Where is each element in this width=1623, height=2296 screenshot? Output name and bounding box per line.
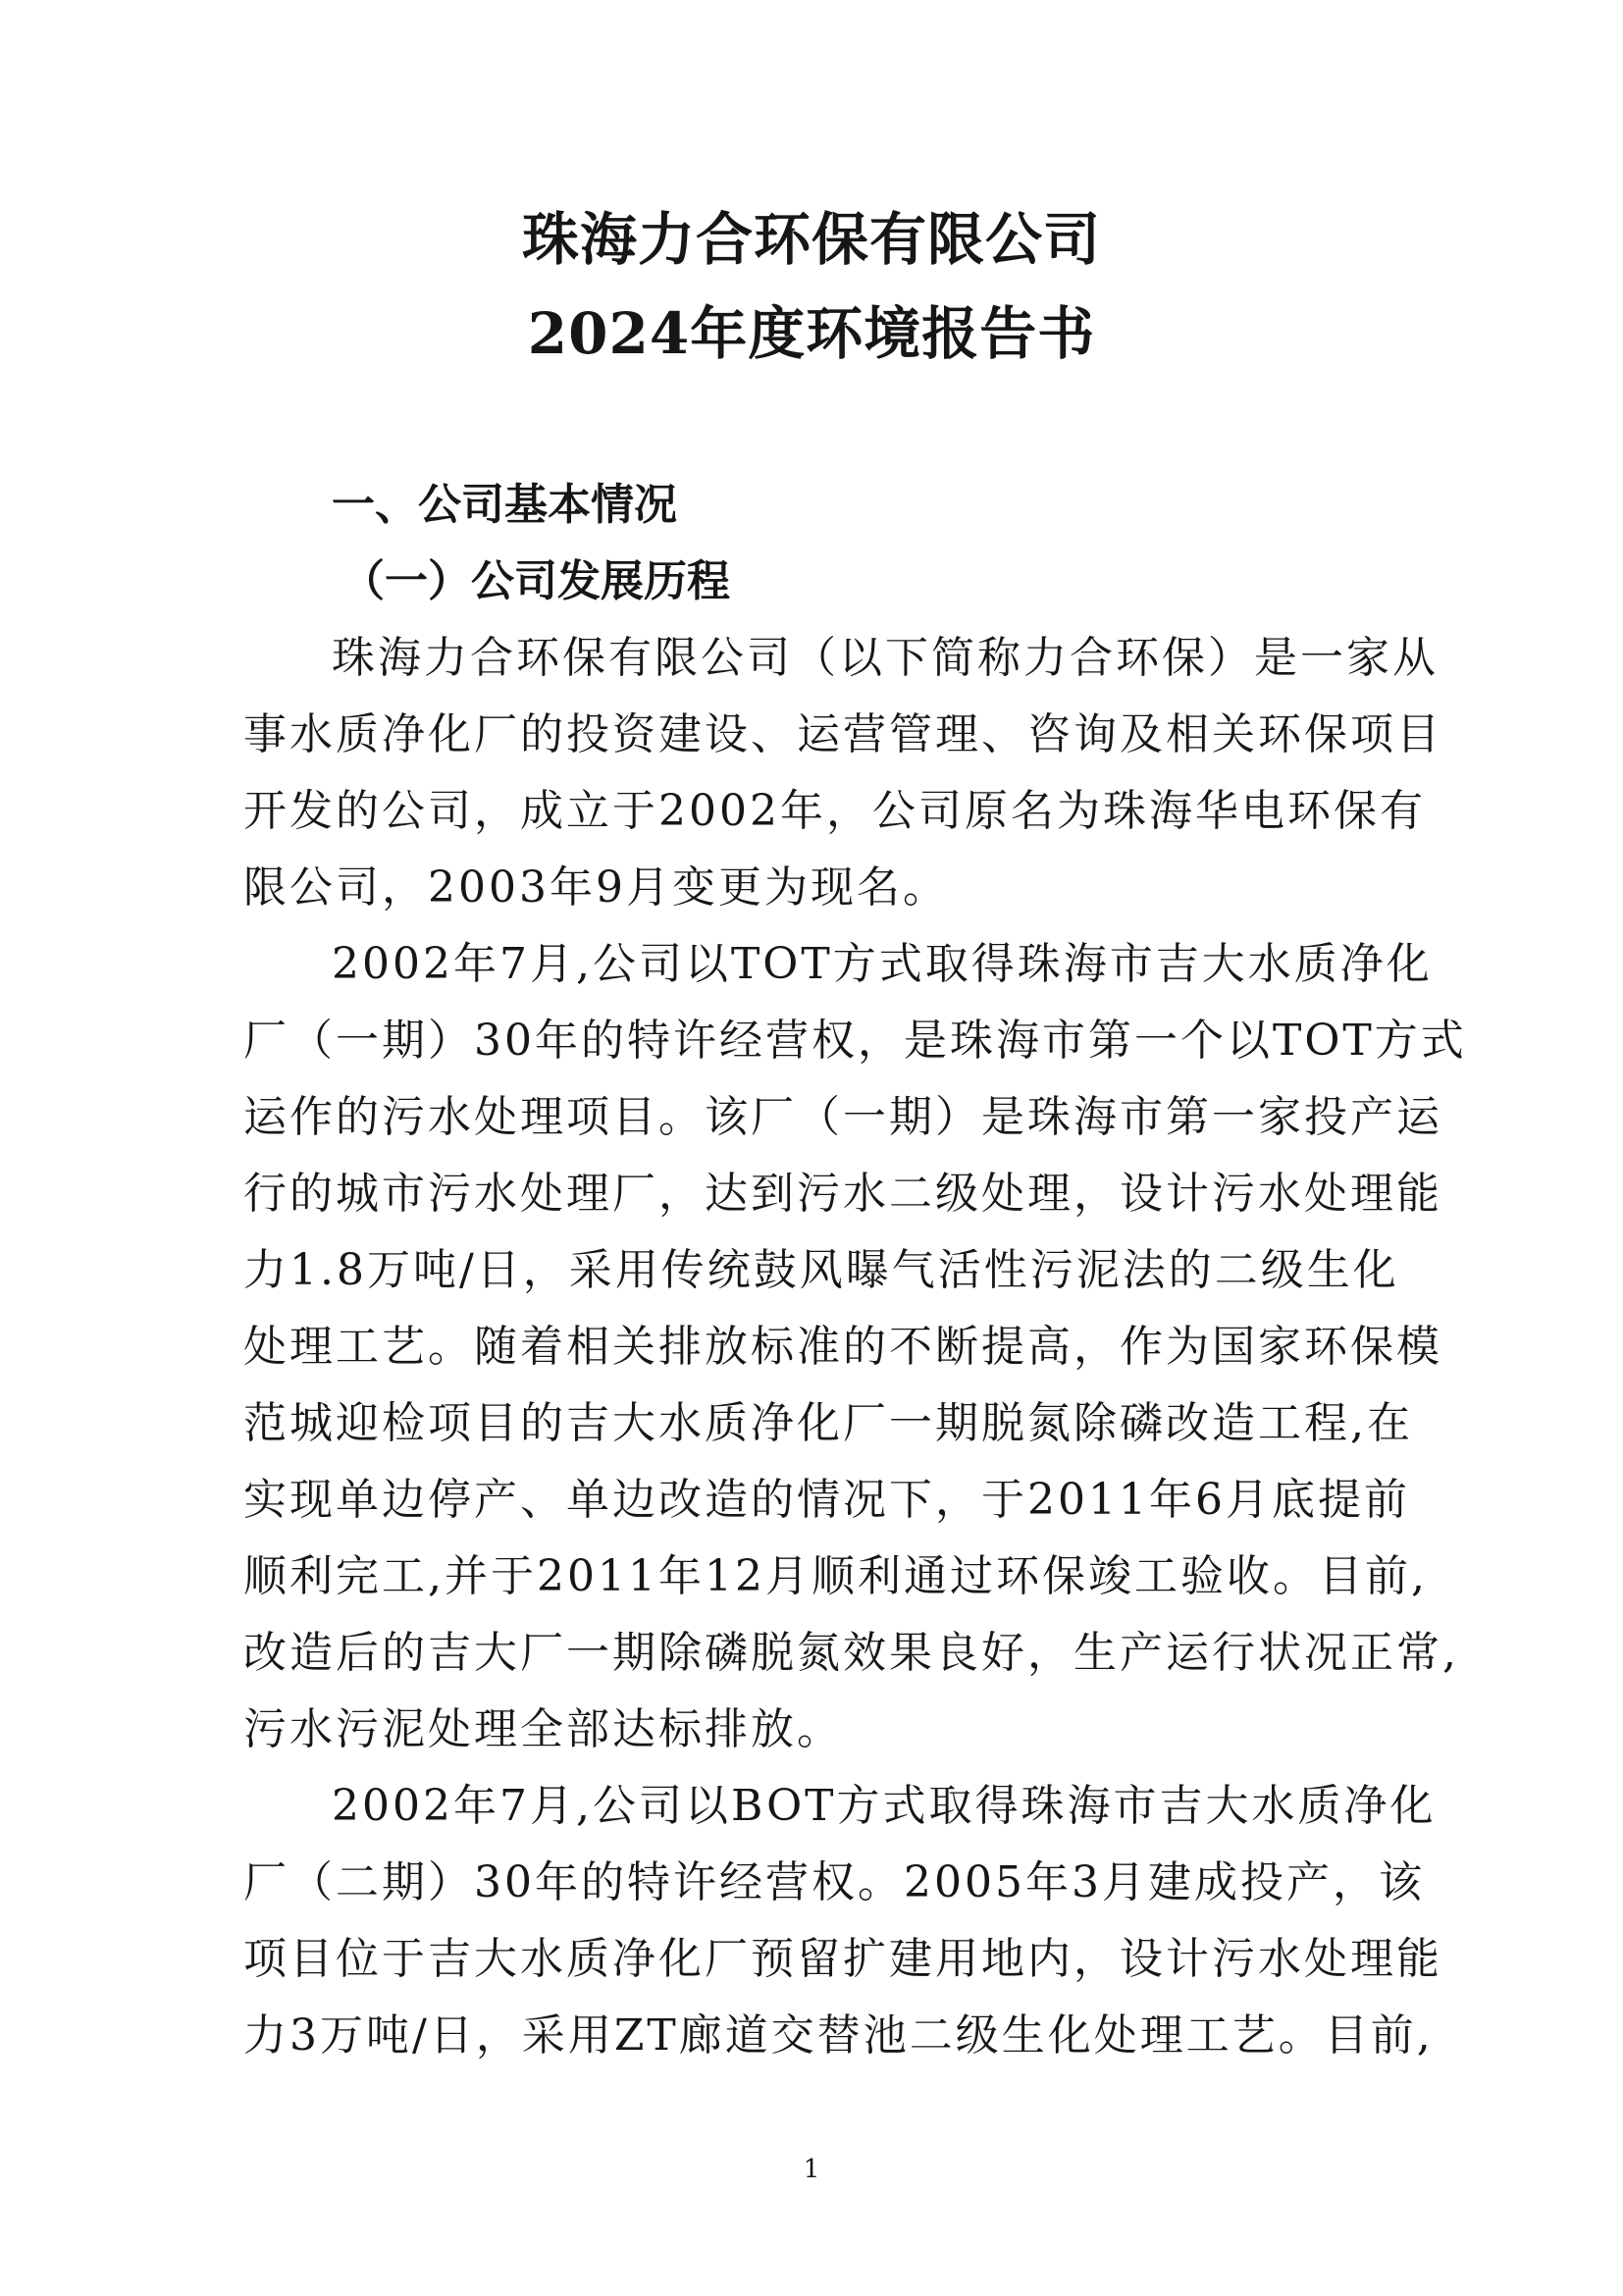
- text-line: 实现单边停产、单边改造的情况下，于2011年6月底提前: [243, 1475, 1410, 1525]
- paragraph-1: [243, 620, 1442, 926]
- text-line: 事水质净化厂的投资建设、运营管理、咨询及相关环保项目: [243, 709, 1442, 759]
- text-line: 处理工艺。随着相关排放标准的不断提高，作为国家环保模: [243, 1322, 1442, 1372]
- text-line: 改造后的吉大厂一期除磷脱氮效果良好，生产运行状况正常,: [243, 1628, 1459, 1678]
- title-line-report: 2024年度环境报告书: [527, 300, 1096, 367]
- text-line: 2002年7月,公司以BOT方式取得珠海市吉大水质净化: [332, 1781, 1437, 1831]
- text-line: 项目位于吉大水质净化厂预留扩建用地内，设计污水处理能: [243, 1934, 1442, 1984]
- paragraph-2: [243, 926, 1467, 1768]
- document-body: [243, 467, 1467, 2074]
- subsection-heading: （一）公司发展历程: [341, 556, 730, 606]
- text-line: 2002年7月,公司以TOT方式取得珠海市吉大水质净化: [332, 939, 1433, 989]
- paragraph-3: [243, 1768, 1442, 2074]
- text-line: 力1.8万吨/日，采用传统鼓风曝气活性污泥法的二级生化: [243, 1245, 1399, 1295]
- page-number: 1: [803, 2155, 820, 2184]
- text-line: 污水污泥处理全部达标排放。: [243, 1704, 843, 1754]
- text-line: 厂（二期）30年的特许经营权。2005年3月建成投产，该: [243, 1857, 1425, 1907]
- section-heading: 一、公司基本情况: [332, 480, 677, 530]
- text-line: 限公司，2003年9月变更为现名。: [243, 862, 949, 913]
- text-line: 厂（一期）30年的特许经营权，是珠海市第一个以TOT方式: [243, 1016, 1467, 1066]
- text-line: 运作的污水处理项目。该厂（一期）是珠海市第一家投产运: [243, 1092, 1442, 1142]
- text-line: 范城迎检项目的吉大水质净化厂一期脱氮除磷改造工程,在: [243, 1398, 1413, 1448]
- text-line: 开发的公司，成立于2002年，公司原名为珠海华电环保有: [243, 786, 1426, 836]
- document-title: [0, 192, 1623, 381]
- title-line-company: 珠海力合环保有限公司: [521, 206, 1101, 273]
- text-line: 力3万吨/日，采用ZT廊道交替池二级生化处理工艺。目前,: [243, 2010, 1434, 2061]
- text-line: 行的城市污水处理厂，达到污水二级处理，设计污水处理能: [243, 1169, 1442, 1219]
- text-line: 珠海力合环保有限公司（以下简称力合环保）是一家从: [332, 633, 1439, 683]
- text-line: 顺利完工,并于2011年12月顺利通过环保竣工验收。目前,: [243, 1551, 1428, 1601]
